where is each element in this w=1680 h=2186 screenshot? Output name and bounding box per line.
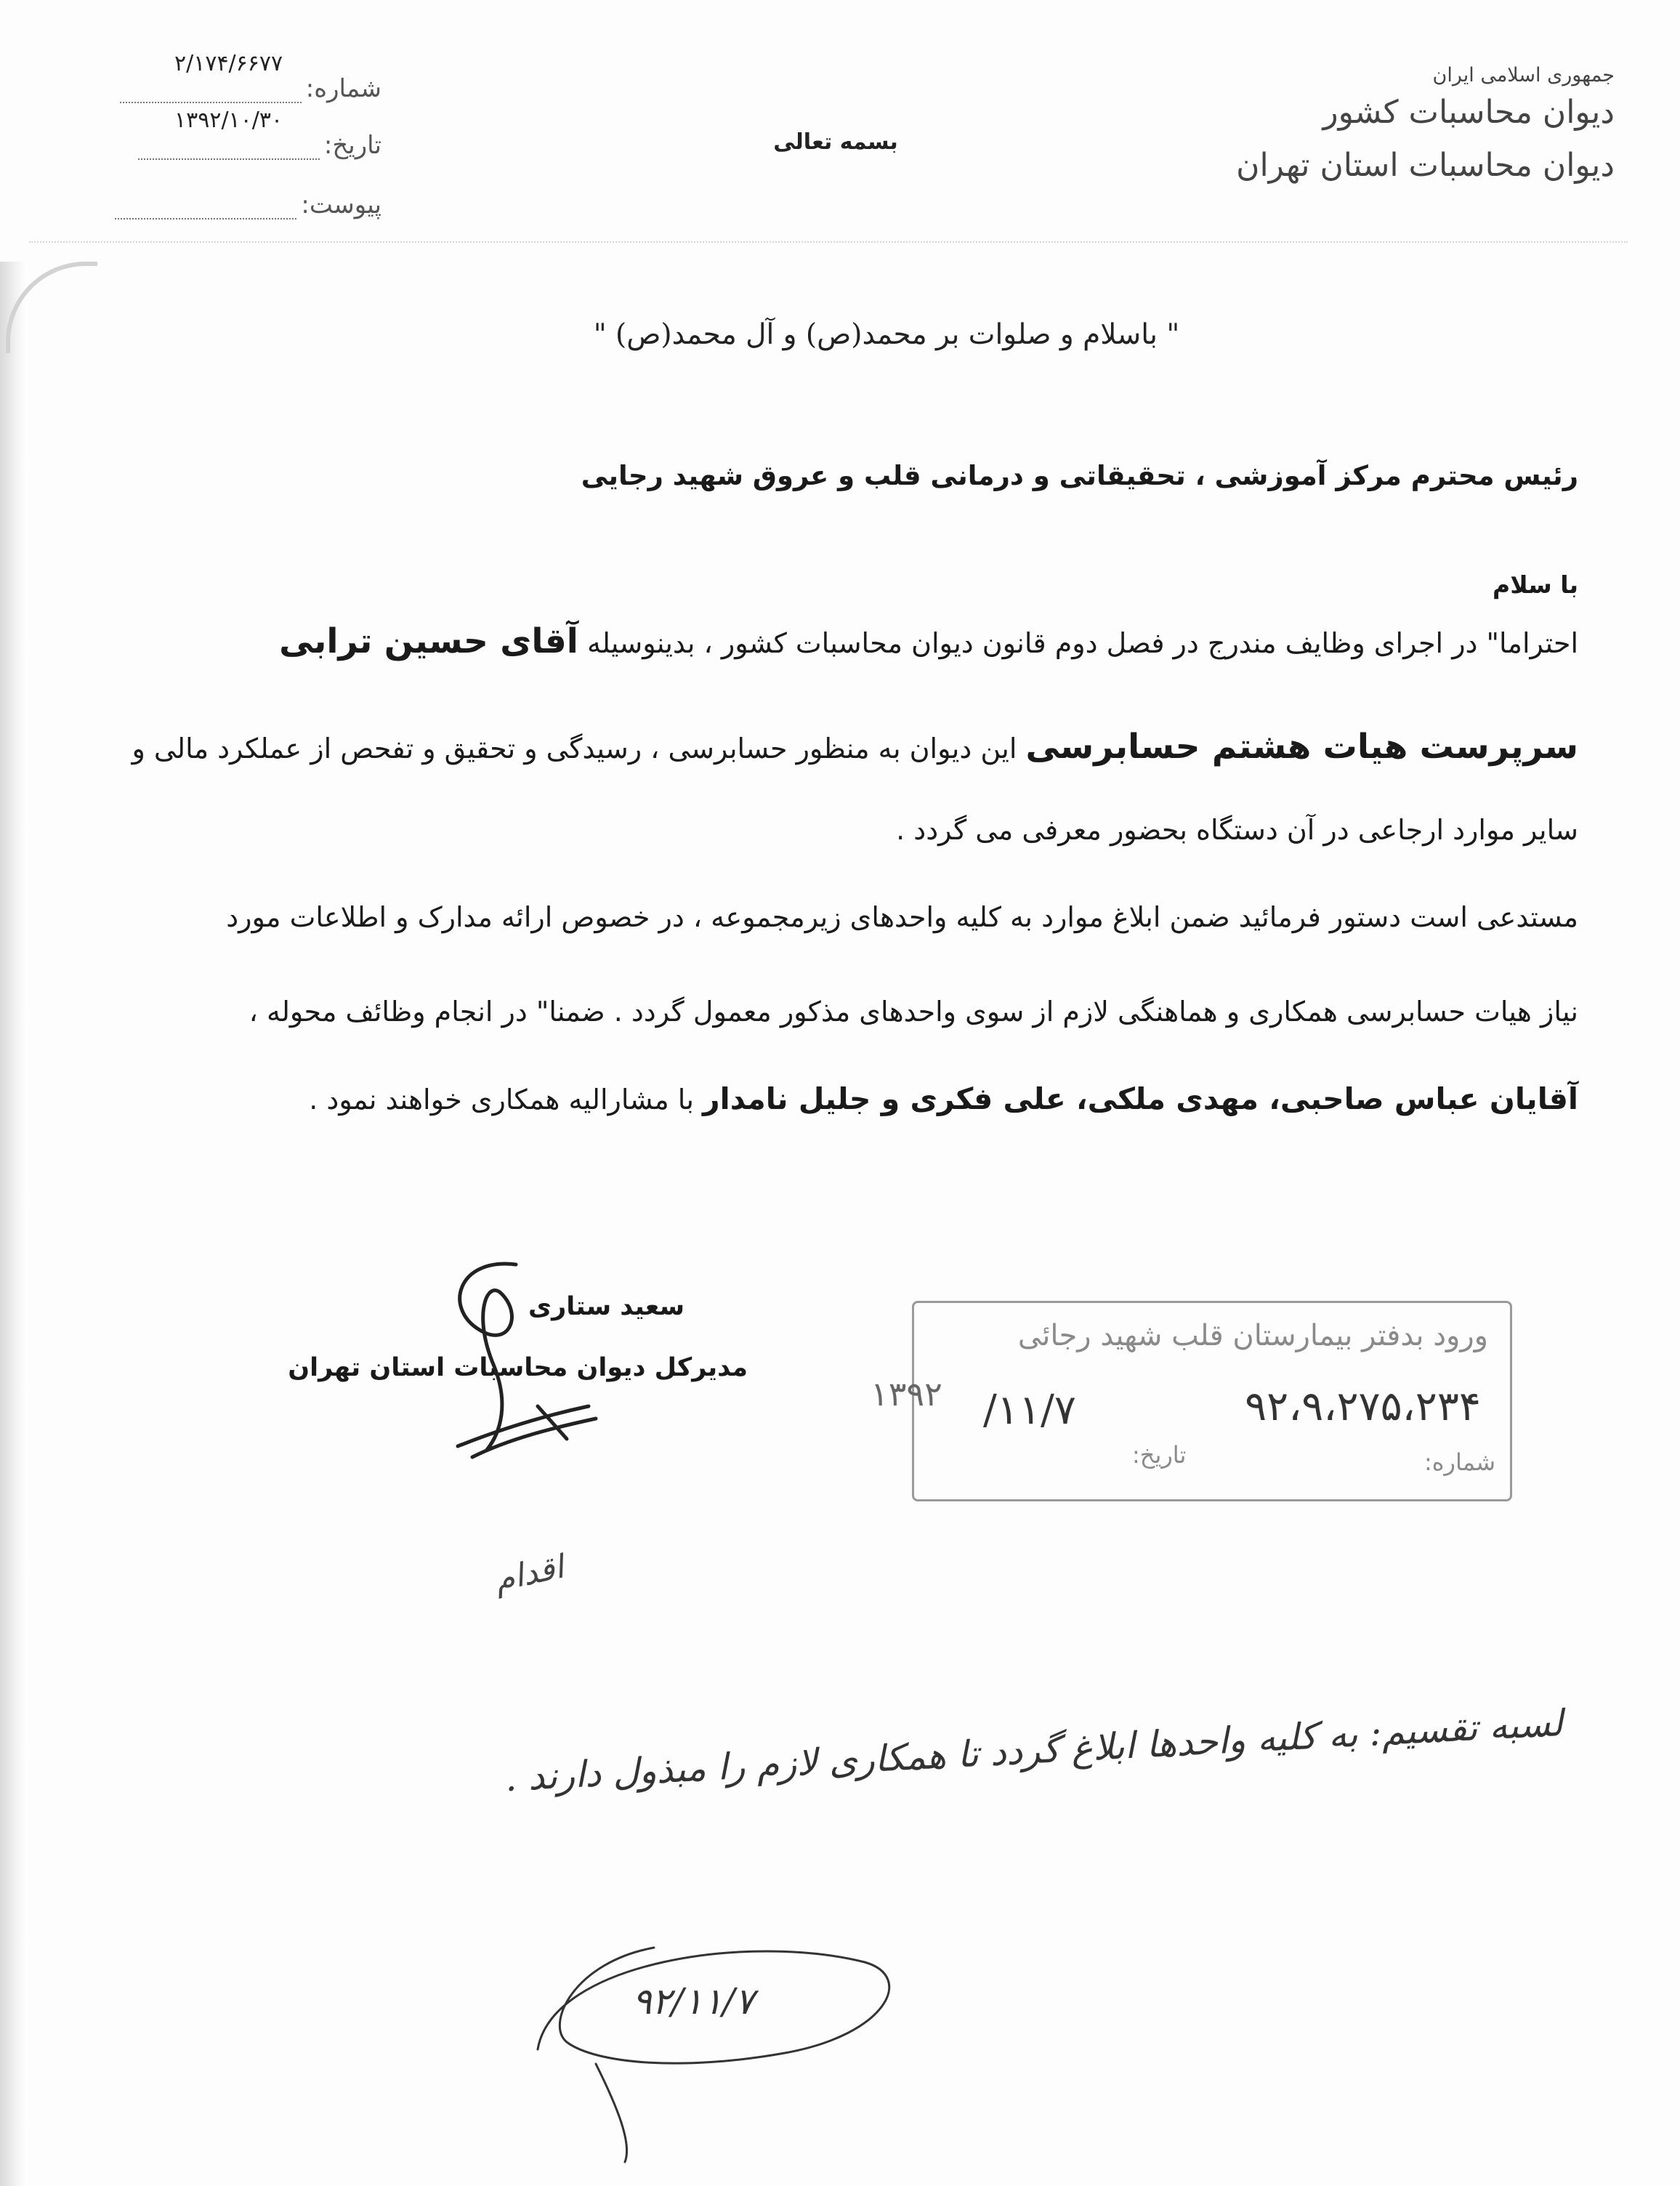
- registration-stamp: [871, 1301, 1512, 1501]
- dotted-line: [120, 83, 302, 103]
- letter-date-label: تاریخ:: [323, 131, 381, 160]
- body-line-4: مستدعی است دستور فرمائید ضمن ابلاغ موارد به کلیه واحدهای زیرمجموعه ، در خصوص ارائه مدارک و اطلاعات مورد: [226, 901, 1578, 933]
- letter-date-value: ۱۳۹۲/۱۰/۳۰: [174, 108, 283, 133]
- body-line-5: نیاز هیات حسابرسی همکاری و هماهنگی لازم از سوی واحدهای مذکور معمول گردد . ضمنا" در انجام وظائف محوله ،: [249, 996, 1578, 1028]
- attachment-label: پیوست:: [301, 190, 381, 219]
- letter-number-value: ۲/۱۷۴/۶۶۷۷: [174, 51, 283, 76]
- body-line-3: سایر موارد ارجاعی در آن دستگاه بحضور معرفی می گردد .: [896, 814, 1578, 846]
- handwritten-date: ۹۲/۱۱/۷: [632, 1980, 754, 2022]
- body-text: احتراما" در اجرای وظایف مندرج در فصل دوم قانون دیوان محاسبات کشور ، بدینوسیله: [586, 627, 1578, 659]
- country-name: جمهوری اسلامی ایران: [1432, 64, 1615, 86]
- department-name: دیوان محاسبات استان تهران: [1236, 147, 1615, 184]
- auditor-role: سرپرست هیات هشتم حسابرسی: [1025, 727, 1578, 767]
- body-text: این دیوان به منظور حسابرسی ، رسیدگی و تحقیق و تفحص از عملکرد مالی و: [132, 733, 1017, 765]
- team-member-names: آقایان عباس صاحبی، مهدی ملکی، علی فکری و جلیل نامدار: [703, 1081, 1578, 1116]
- stamp-number: ۹۲،۹،۲۷۵،۲۳۴: [1245, 1383, 1481, 1430]
- body-line-1: [279, 621, 1578, 661]
- body-text: با مشارالیه همکاری خواهند نمود .: [309, 1084, 694, 1116]
- handwritten-referral-note: لسبه تقسیم: به کلیه واحدها ابلاغ گردد تا همکاری لازم را مبذول دارند .: [504, 1701, 1564, 1800]
- stamp-date: /۱۱/۷: [983, 1387, 1076, 1434]
- handwritten-short-note: اقدام: [490, 1548, 568, 1600]
- signatory-title: مدیرکل دیوان محاسبات استان تهران: [288, 1353, 748, 1382]
- religious-salutation: " باسلام و صلوات بر محمد(ص) و آل محمد(ص) ": [593, 318, 1180, 351]
- bismillah-heading: بسمه تعالی: [773, 129, 898, 155]
- scan-shadow-edge: [0, 262, 25, 2186]
- letter-date-row: [76, 131, 381, 160]
- letter-number-row: [76, 74, 381, 103]
- addressee-line: رئیس محترم مرکز آموزشی ، تحقیقاتی و درمانی قلب و عروق شهید رجایی: [581, 460, 1578, 491]
- stamp-date-year: ۱۳۹۲: [871, 1374, 942, 1413]
- signatory-name: سعید ستاری: [528, 1292, 684, 1321]
- body-line-6: [309, 1081, 1578, 1116]
- attachment-row: [76, 190, 381, 219]
- body-line-2: [132, 727, 1578, 767]
- organization-name: دیوان محاسبات کشور: [1322, 94, 1615, 131]
- letterhead: [1236, 64, 1615, 184]
- auditor-name: آقای حسین ترابی: [279, 621, 578, 661]
- handwritten-initial-loop: [509, 1919, 916, 2166]
- stamp-number-label: شماره:: [1423, 1448, 1495, 1476]
- stamp-date-label: تاریخ:: [1132, 1441, 1187, 1469]
- dotted-line: [138, 140, 320, 160]
- greeting-line: با سلام: [1493, 570, 1578, 599]
- dotted-line: [115, 199, 296, 219]
- header-divider: [29, 241, 1628, 243]
- stamp-title: ورود بدفتر بیمارستان قلب شهید رجائی: [1017, 1319, 1488, 1352]
- letter-number-label: شماره:: [305, 74, 381, 103]
- handwritten-signature: [414, 1250, 618, 1468]
